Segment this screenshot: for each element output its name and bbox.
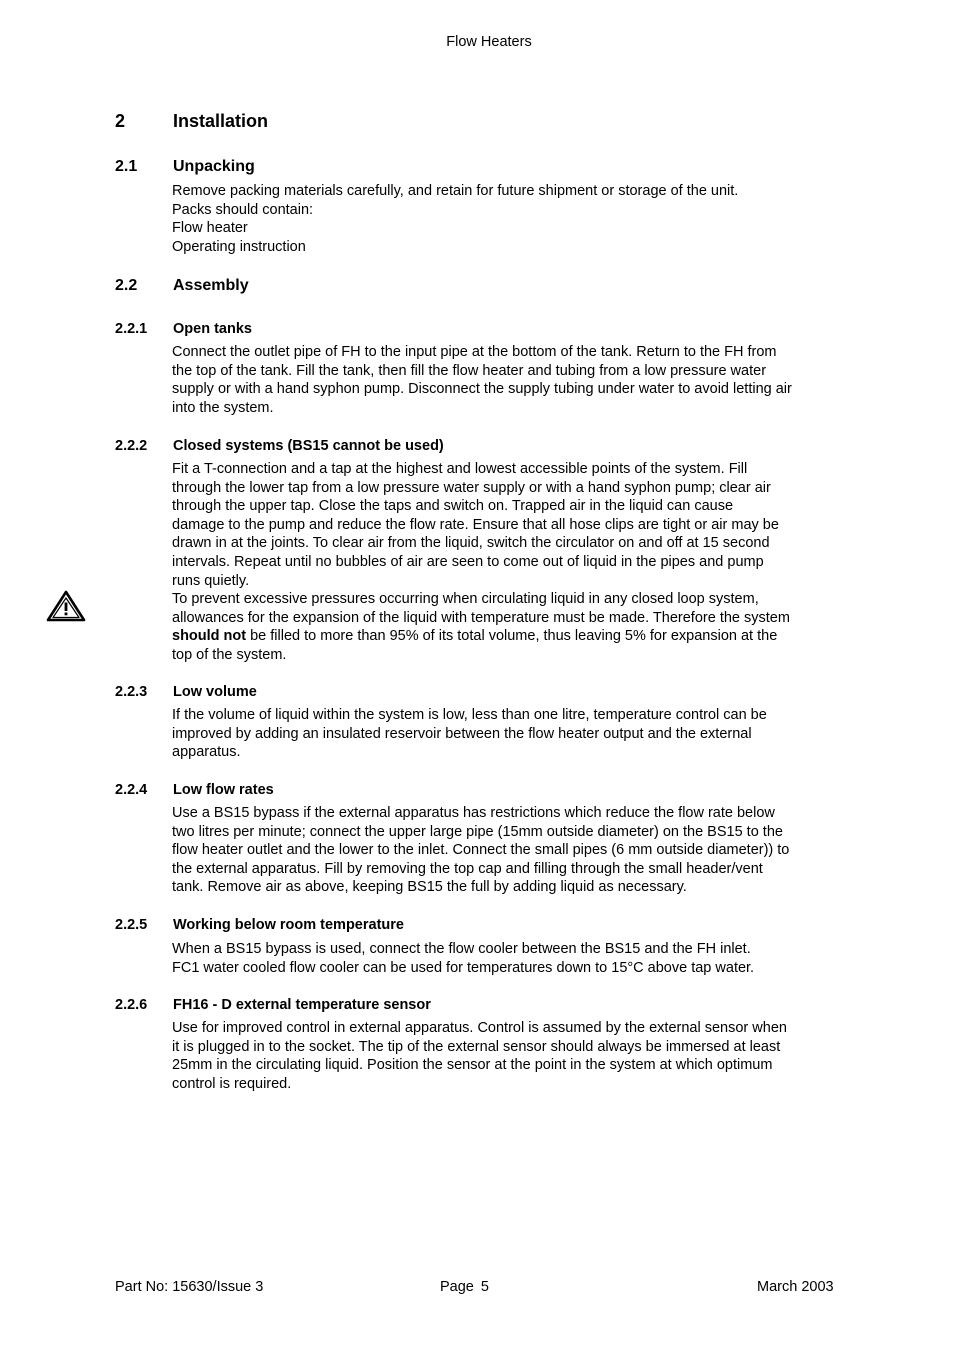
text-line: flow heater outlet and the lower to the inlet. Connect the small pipes (6 mm outside diameter)) to [172,842,790,859]
subsubsection-number-2-2-4: 2.2.4 [115,782,148,798]
text-line: When a BS15 bypass is used, connect the flow cooler between the BS15 and the FH inlet. [172,941,751,957]
footer-page-label: Page [440,1279,474,1295]
text-line: supply or with a hand syphon pump. Disconnect the supply tubing under water to avoid letting air [172,381,792,398]
text-line: through the upper tap. Close the taps and switch on. Trapped air in the liquid can cause [172,498,734,515]
subsubsection-title-closed-systems: Closed systems (BS15 cannot be used) [173,438,444,454]
text-line: runs quietly. [172,572,250,589]
text-line: Remove packing materials carefully, and retain for future shipment or storage of the unit. [172,183,739,199]
text-line: improved by adding an insulated reservoir between the flow heater output and the external [172,725,752,742]
warning-triangle-icon [46,590,86,622]
subsubsection-title-low-volume: Low volume [173,684,257,700]
subsubsection-number-2-2-3: 2.2.3 [115,684,148,700]
subsection-number-2-1: 2.1 [115,158,138,175]
text-line: damage to the pump and reduce the flow rate. Ensure that all hose clips are tight or air may be [172,516,779,533]
text-line: Use for improved control in external apparatus. Control is assumed by the external sensor when [172,1020,787,1036]
subsubsection-title-low-flow-rates: Low flow rates [173,782,274,798]
footer-part-number: Part No: 15630/Issue 3 [115,1279,264,1295]
subsection-title-unpacking: Unpacking [173,158,255,175]
text-line: intervals. Repeat until no bubbles of air are seen to come out of liquid in the pipes and pump [172,553,764,570]
low-volume-paragraph [172,706,872,762]
subsection-title-assembly: Assembly [173,277,249,294]
text-line: apparatus. [172,744,241,761]
text-line: Flow heater [172,220,248,237]
text-line: Packs should contain: [172,201,314,218]
running-header: Flow Heaters [446,34,532,50]
footer-date: March 2003 [757,1279,834,1295]
open-tanks-paragraph [172,343,872,417]
closed-systems-paragraph [172,460,872,665]
text-line: tank. Remove air as above, keeping BS15 the full by adding liquid as necessary. [172,879,687,896]
text-line: two litres per minute; connect the upper large pipe (15mm outside diameter) on the BS15 to the [172,823,783,840]
text-line: allowances for the expansion of the liquid with temperature must be made. Therefore the system [172,609,790,626]
text-line: Connect the outlet pipe of FH to the input pipe at the bottom of the tank. Return to the FH from [172,344,777,360]
footer-page [440,1279,489,1295]
subsubsection-title-external-temperature-sensor: FH16 - D external temperature sensor [173,997,431,1013]
section-number: 2 [115,111,126,131]
external-sensor-paragraph [172,1019,872,1093]
working-below-room-temperature-paragraph [172,940,872,977]
text-line: Operating instruction [172,238,306,255]
text-line: Fit a T-connection and a tap at the highest and lowest accessible points of the system. Fill [172,461,748,477]
text-line: it is plugged in to the socket. The tip of the external sensor should always be immersed at least [172,1038,781,1055]
low-flow-rates-paragraph [172,804,872,897]
subsubsection-title-open-tanks: Open tanks [173,321,252,337]
text-line: drawn in at the joints. To clear air from the liquid, switch the circulator on and off at 15 second [172,535,770,552]
footer-page-number: 5 [480,1279,489,1295]
emphasis-should-not: should not [172,628,247,645]
text-line: If the volume of liquid within the system is low, less than one litre, temperature control can be [172,707,767,723]
subsubsection-number-2-2-1: 2.2.1 [115,321,148,337]
text-line: control is required. [172,1075,292,1092]
subsubsection-title-working-below-room-temperature: Working below room temperature [173,917,404,933]
unpacking-paragraph [172,182,872,256]
text-line: FC1 water cooled flow cooler can be used for temperatures down to 15°C above tap water. [172,959,755,976]
text-line: 25mm in the circulating liquid. Position the sensor at the point in the system at which optimum [172,1057,773,1074]
section-title: Installation [173,111,269,131]
text-line: the top of the tank. Fill the tank, then fill the flow heater and tubing from a low pressure water [172,362,767,379]
subsection-number-2-2: 2.2 [115,277,138,294]
text-line: through the lower tap from a low pressure water supply or with a hand syphon pump; clear air [172,479,771,496]
text-line [172,627,872,646]
subsubsection-number-2-2-6: 2.2.6 [115,997,148,1013]
subsubsection-number-2-2-2: 2.2.2 [115,438,148,454]
text-segment: be filled to more than 95% of its total volume, thus leaving 5% for expansion at the [246,628,778,645]
text-line: To prevent excessive pressures occurring when circulating liquid in any closed loop system, [172,591,759,608]
text-line: the external apparatus. Fill by removing the top cap and filling through the small header/vent [172,860,763,877]
text-line: top of the system. [172,646,287,663]
text-line: into the system. [172,399,274,416]
subsubsection-number-2-2-5: 2.2.5 [115,917,148,933]
text-line: Use a BS15 bypass if the external apparatus has restrictions which reduce the flow rate below [172,805,775,821]
